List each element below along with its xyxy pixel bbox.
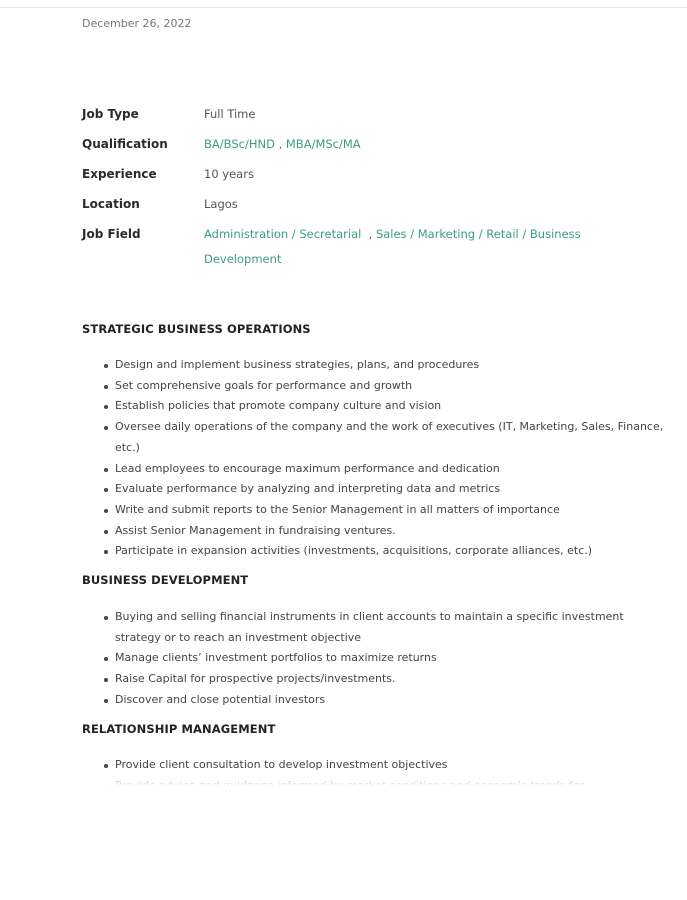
job-field-value: Administration / Secretarial , Sales / Marketing / Retail / Business Development	[204, 227, 581, 266]
qualification-link[interactable]: BA/BSc/HND , MBA/MSc/MA	[204, 137, 361, 151]
duty-list	[82, 355, 672, 562]
section-strategic-operations	[82, 322, 672, 562]
job-field-row	[82, 225, 602, 272]
list-item: Design and implement business strategies, plans, and procedures	[82, 355, 672, 376]
section-title: BUSINESS DEVELOPMENT	[82, 573, 249, 587]
list-item: Establish policies that promote company culture and vision	[82, 396, 672, 417]
qualification-row	[82, 135, 602, 165]
list-item: Discover and close potential investors	[82, 690, 672, 711]
experience-label: Experience	[82, 167, 157, 181]
duty-list	[82, 607, 672, 711]
job-type-label: Job Type	[82, 107, 139, 121]
location-row	[82, 195, 602, 225]
location-value: Lagos	[204, 197, 238, 211]
content-fade	[0, 772, 687, 786]
list-item: Assist Senior Management in fundraising ventures.	[82, 521, 672, 542]
section-title: RELATIONSHIP MANAGEMENT	[82, 722, 276, 736]
job-field-label: Job Field	[82, 227, 141, 241]
list-item: Manage clients’ investment portfolios to maximize returns	[82, 648, 672, 669]
list-item: Oversee daily operations of the company and the work of executives (IT, Marketing, Sales, Finance, etc.)	[82, 417, 672, 458]
blank-area	[0, 786, 687, 900]
section-business-development	[82, 573, 672, 711]
list-item: Lead employees to encourage maximum performance and dedication	[82, 459, 672, 480]
job-field-link-sales[interactable]: Sales / Marketing / Retail / Business Development	[204, 227, 581, 266]
qualification-label: Qualification	[82, 137, 168, 151]
list-item: Evaluate performance by analyzing and interpreting data and metrics	[82, 479, 672, 500]
job-meta-table	[82, 105, 602, 272]
list-item: Write and submit reports to the Senior Management in all matters of importance	[82, 500, 672, 521]
list-item: Participate in expansion activities (investments, acquisitions, corporate alliances, etc.)	[82, 541, 672, 562]
job-type-row	[82, 105, 602, 135]
post-date: December 26, 2022	[82, 17, 192, 30]
top-divider	[0, 7, 687, 8]
list-item: Buying and selling financial instruments in client accounts to maintain a specific investment strategy or to reach an investment objective	[82, 607, 672, 648]
location-label: Location	[82, 197, 140, 211]
section-title: STRATEGIC BUSINESS OPERATIONS	[82, 322, 311, 336]
job-type-value: Full Time	[204, 107, 256, 121]
list-item: Provide client consultation to develop investment objectives	[82, 755, 672, 776]
experience-value: 10 years	[204, 167, 254, 181]
list-item: Set comprehensive goals for performance and growth	[82, 376, 672, 397]
list-item: Raise Capital for prospective projects/investments.	[82, 669, 672, 690]
experience-row	[82, 165, 602, 195]
job-field-link-admin[interactable]: Administration / Secretarial	[204, 227, 362, 241]
